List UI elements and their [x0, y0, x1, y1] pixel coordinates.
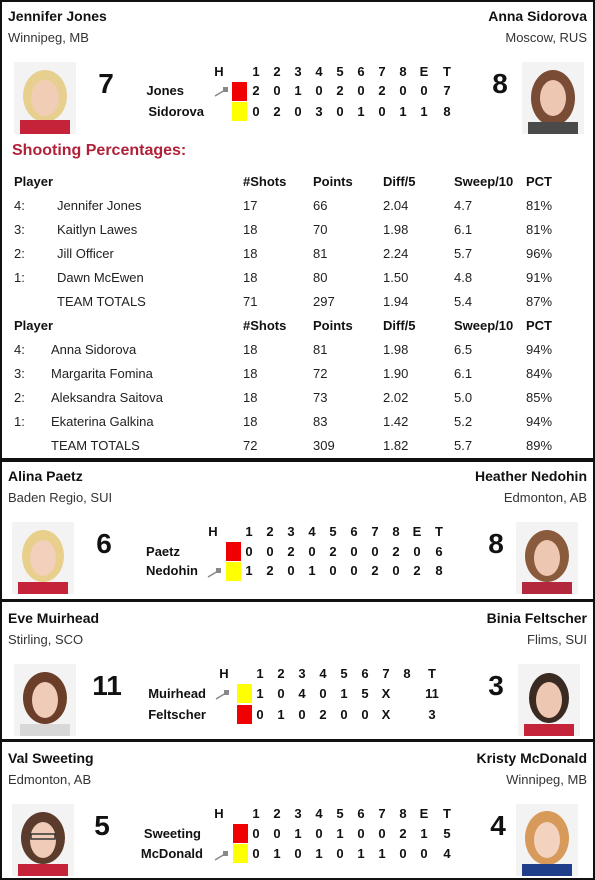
score-left: 6: [96, 528, 112, 559]
pct: 81%: [526, 198, 553, 213]
col-header: 2: [266, 524, 274, 539]
end-score: 0: [277, 686, 285, 701]
col-header: 5: [336, 806, 344, 821]
col-header: 8: [399, 806, 407, 821]
points: 83: [313, 414, 328, 429]
end-score: 0: [378, 826, 386, 841]
col-points: Points: [313, 174, 353, 189]
end-score: 1: [420, 826, 428, 841]
end-score: 1: [336, 826, 344, 841]
end-score: 0: [329, 563, 337, 578]
red-stone-indicator: [237, 705, 252, 724]
shots: 18: [243, 222, 258, 237]
score-right: 8: [488, 528, 504, 559]
col-header: T: [428, 666, 436, 681]
end-score: 0: [245, 544, 253, 559]
col-header: 8: [392, 524, 400, 539]
col-header: 1: [252, 806, 260, 821]
end-score: 0: [298, 707, 306, 722]
end-score: 0: [336, 104, 344, 119]
avatar: [522, 62, 584, 134]
col-header: 3: [294, 806, 302, 821]
player-name[interactable]: Jill Officer: [57, 246, 114, 261]
end-score: 2: [329, 544, 337, 559]
end-score: 1: [294, 826, 302, 841]
diff: 1.82: [383, 438, 409, 453]
player-name[interactable]: Ekaterina Galkina: [51, 414, 154, 429]
col-header: 3: [298, 666, 306, 681]
player-right-location: Edmonton, AB: [503, 490, 587, 505]
col-header: 4: [315, 64, 323, 79]
player-name[interactable]: Margarita Fomina: [51, 366, 153, 381]
col-pct: PCT: [526, 174, 552, 189]
end-score: 1: [308, 563, 316, 578]
end-score: 0: [252, 826, 260, 841]
end-score: 0: [378, 104, 386, 119]
player-right-name[interactable]: Binia Feltscher: [486, 610, 587, 626]
player-name[interactable]: Kaitlyn Lawes: [57, 222, 138, 237]
avatar: [12, 522, 74, 594]
end-score: 0: [294, 846, 302, 861]
end-score: 0: [420, 846, 428, 861]
player-name[interactable]: Anna Sidorova: [51, 342, 137, 357]
end-score: 0: [273, 826, 281, 841]
end-score: 0: [315, 826, 323, 841]
points: 297: [313, 294, 335, 309]
red-stone-indicator: [226, 542, 241, 561]
player-right-location: Winnipeg, MB: [506, 772, 587, 787]
col-header: 5: [340, 666, 348, 681]
end-score: 0: [350, 544, 358, 559]
sweep: 5.7: [454, 438, 473, 453]
game-card-2: [0, 460, 595, 601]
col-shots: #Shots: [243, 318, 287, 333]
team-name: Sidorova: [148, 104, 204, 119]
diff: 1.98: [383, 222, 409, 237]
shots: 71: [243, 294, 258, 309]
end-score: 0: [371, 544, 379, 559]
total-score: 8: [435, 563, 443, 578]
score-right: 3: [488, 670, 504, 701]
points: 66: [313, 198, 328, 213]
col-header: 7: [371, 524, 379, 539]
sweep: 5.0: [454, 390, 473, 405]
red-stone-indicator: [232, 82, 247, 101]
avatar: [14, 664, 76, 736]
sweep: 5.2: [454, 414, 473, 429]
col-header: T: [443, 806, 451, 821]
pct: 96%: [526, 246, 553, 261]
col-header: 2: [273, 806, 281, 821]
end-score: 0: [340, 707, 348, 722]
col-header: 7: [378, 64, 386, 79]
total-score: 7: [443, 83, 451, 98]
col-header: 6: [361, 666, 369, 681]
total-score: 11: [425, 686, 439, 701]
yellow-stone-indicator: [232, 102, 247, 121]
avatar: [516, 804, 578, 876]
col-header: H: [214, 64, 224, 79]
team-name: Sweeting: [143, 826, 201, 841]
col-header: 7: [378, 806, 386, 821]
diff: 1.50: [383, 270, 409, 285]
end-score: 0: [308, 544, 316, 559]
total-score: 3: [428, 707, 436, 722]
team-name: Muirhead: [148, 686, 206, 701]
avatar: [516, 522, 578, 594]
end-score: 3: [315, 104, 323, 119]
yellow-stone-indicator: [237, 684, 252, 703]
col-header: H: [208, 524, 218, 539]
pct: 85%: [526, 390, 553, 405]
player-left-name[interactable]: Alina Paetz: [8, 468, 83, 484]
col-diff: Diff/5: [383, 174, 416, 189]
end-score: 0: [350, 563, 358, 578]
sweep: 5.4: [454, 294, 473, 309]
end-score: 2: [319, 707, 327, 722]
sweep: 4.7: [454, 198, 473, 213]
player-right-name[interactable]: Kristy McDonald: [476, 750, 587, 766]
player-left-location: Stirling, SCO: [8, 632, 84, 647]
col-sweep: Sweep/10: [454, 174, 514, 189]
player-right-location: Flims, SUI: [527, 632, 587, 647]
position: 4:: [14, 342, 25, 357]
end-score: 2: [252, 83, 260, 98]
diff: 1.98: [383, 342, 409, 357]
shots: 18: [243, 414, 258, 429]
score-left: 7: [98, 68, 114, 99]
col-header: 5: [329, 524, 337, 539]
score-left: 11: [92, 670, 122, 701]
player-right-name[interactable]: Anna Sidorova: [488, 8, 587, 24]
col-shots: #Shots: [243, 174, 287, 189]
player-left-name[interactable]: Jennifer Jones: [8, 8, 107, 24]
end-score: 0: [266, 544, 274, 559]
player-left-name[interactable]: Val Sweeting: [8, 750, 94, 766]
col-header: 6: [357, 64, 365, 79]
player-name[interactable]: Dawn McEwen: [57, 270, 144, 285]
avatar: [14, 62, 76, 134]
score-right: 4: [490, 810, 506, 841]
end-score: 2: [336, 83, 344, 98]
player-left-name[interactable]: Eve Muirhead: [8, 610, 100, 626]
col-header: 6: [357, 806, 365, 821]
diff: 2.24: [383, 246, 409, 261]
diff: 2.02: [383, 390, 409, 405]
col-player: Player: [14, 174, 54, 189]
col-header: 8: [403, 666, 411, 681]
col-header: H: [214, 806, 224, 821]
points: 72: [313, 366, 328, 381]
player-right-location: Moscow, RUS: [505, 30, 587, 45]
total-score: 8: [443, 104, 451, 119]
end-score: 0: [315, 83, 323, 98]
shots: 17: [243, 198, 258, 213]
position: 1:: [14, 414, 25, 429]
end-score: 1: [245, 563, 253, 578]
end-score: 1: [399, 104, 407, 119]
pct: 87%: [526, 294, 553, 309]
diff: 1.94: [383, 294, 409, 309]
end-score: 0: [361, 707, 369, 722]
position: 4:: [14, 198, 25, 213]
pct: 94%: [526, 414, 553, 429]
player-right-name[interactable]: Heather Nedohin: [474, 468, 587, 484]
team-name: McDonald: [140, 846, 203, 861]
shooting-percentages-title: Shooting Percentages:: [12, 142, 187, 159]
col-header: 1: [256, 666, 264, 681]
hammer-icon: [213, 85, 229, 95]
end-score: 1: [357, 104, 365, 119]
end-score: 0: [420, 83, 428, 98]
pct: 81%: [526, 222, 553, 237]
end-score: 2: [413, 563, 421, 578]
hammer-icon: [206, 566, 222, 576]
col-points: Points: [313, 318, 353, 333]
position: 2:: [14, 390, 25, 405]
score-right: 8: [492, 68, 508, 99]
end-score: X: [381, 707, 391, 722]
end-score: 2: [266, 563, 274, 578]
yellow-stone-indicator: [233, 844, 248, 863]
end-score: 0: [399, 83, 407, 98]
player-name[interactable]: Aleksandra Saitova: [51, 390, 164, 405]
end-score: 2: [371, 563, 379, 578]
shots: 18: [243, 342, 258, 357]
col-header: 3: [287, 524, 295, 539]
col-sweep: Sweep/10: [454, 318, 514, 333]
red-stone-indicator: [233, 824, 248, 843]
col-header: 2: [277, 666, 285, 681]
col-header: 5: [336, 64, 344, 79]
points: 309: [313, 438, 335, 453]
position: 1:: [14, 270, 25, 285]
col-header: 3: [294, 64, 302, 79]
end-score: 1: [378, 846, 386, 861]
end-score: 4: [298, 686, 306, 701]
hammer-icon: [213, 849, 229, 859]
position: 3:: [14, 222, 25, 237]
sweep: 6.1: [454, 366, 473, 381]
avatar: [518, 664, 580, 736]
end-score: 1: [357, 846, 365, 861]
end-score: 1: [273, 846, 281, 861]
end-score: 0: [287, 563, 295, 578]
team-totals-label: TEAM TOTALS: [51, 438, 140, 453]
end-score: 1: [420, 104, 428, 119]
team-name: Jones: [146, 83, 184, 98]
end-score: 0: [319, 686, 327, 701]
col-header: E: [419, 806, 429, 821]
end-score: 0: [256, 707, 264, 722]
diff: 2.04: [383, 198, 409, 213]
end-score: 2: [273, 104, 281, 119]
shots: 18: [243, 366, 258, 381]
end-score: 5: [361, 686, 369, 701]
end-score: 0: [252, 846, 260, 861]
end-score: 2: [392, 544, 400, 559]
yellow-stone-indicator: [226, 562, 241, 581]
col-header: E: [412, 524, 422, 539]
game-card-4: [0, 740, 595, 880]
col-header: H: [219, 666, 229, 681]
col-header: 1: [252, 64, 260, 79]
position: 2:: [14, 246, 25, 261]
diff: 1.90: [383, 366, 409, 381]
end-score: 0: [357, 826, 365, 841]
shots: 18: [243, 246, 258, 261]
player-left-location: Edmonton, AB: [8, 772, 92, 787]
col-header: T: [435, 524, 443, 539]
total-score: 6: [435, 544, 443, 559]
col-header: T: [443, 64, 451, 79]
end-score: 0: [336, 846, 344, 861]
pct: 89%: [526, 438, 553, 453]
diff: 1.42: [383, 414, 409, 429]
points: 73: [313, 390, 328, 405]
end-score: 2: [378, 83, 386, 98]
sweep: 6.5: [454, 342, 473, 357]
col-header: 8: [399, 64, 407, 79]
position: 3:: [14, 366, 25, 381]
sweep: 6.1: [454, 222, 473, 237]
end-score: 1: [256, 686, 264, 701]
hammer-icon: [214, 688, 230, 698]
end-score: 0: [357, 83, 365, 98]
pct: 94%: [526, 342, 553, 357]
end-score: 0: [399, 846, 407, 861]
col-header: 7: [382, 666, 390, 681]
end-score: 0: [294, 104, 302, 119]
score-left: 5: [94, 810, 110, 841]
pct: 84%: [526, 366, 553, 381]
points: 80: [313, 270, 328, 285]
col-header: 6: [350, 524, 358, 539]
sweep: 4.8: [454, 270, 473, 285]
sweep: 5.7: [454, 246, 473, 261]
col-diff: Diff/5: [383, 318, 416, 333]
shots: 72: [243, 438, 258, 453]
shots: 18: [243, 390, 258, 405]
team-name: Feltscher: [148, 707, 206, 722]
col-pct: PCT: [526, 318, 552, 333]
col-header: 4: [315, 806, 323, 821]
col-header: E: [419, 64, 429, 79]
end-score: 2: [399, 826, 407, 841]
col-header: 2: [273, 64, 281, 79]
end-score: 0: [252, 104, 260, 119]
total-score: 5: [443, 826, 451, 841]
end-score: 2: [287, 544, 295, 559]
player-left-location: Winnipeg, MB: [8, 30, 89, 45]
team-totals-label: TEAM TOTALS: [57, 294, 146, 309]
col-header: 4: [319, 666, 327, 681]
points: 81: [313, 246, 328, 261]
team-name: Nedohin: [146, 563, 198, 578]
col-header: 4: [308, 524, 316, 539]
end-score: 0: [392, 563, 400, 578]
avatar: [12, 804, 74, 876]
end-score: 1: [315, 846, 323, 861]
player-left-location: Baden Regio, SUI: [8, 490, 113, 505]
col-player: Player: [14, 318, 54, 333]
end-score: 0: [273, 83, 281, 98]
end-score: 1: [277, 707, 285, 722]
pct: 91%: [526, 270, 553, 285]
team-name: Paetz: [146, 544, 180, 559]
player-name[interactable]: Jennifer Jones: [57, 198, 142, 213]
game-card-3: [0, 600, 595, 741]
col-header: 1: [245, 524, 253, 539]
shots: 18: [243, 270, 258, 285]
points: 70: [313, 222, 328, 237]
end-score: 0: [413, 544, 421, 559]
points: 81: [313, 342, 328, 357]
end-score: 1: [340, 686, 348, 701]
end-score: 1: [294, 83, 302, 98]
total-score: 4: [443, 846, 451, 861]
end-score: X: [381, 686, 391, 701]
